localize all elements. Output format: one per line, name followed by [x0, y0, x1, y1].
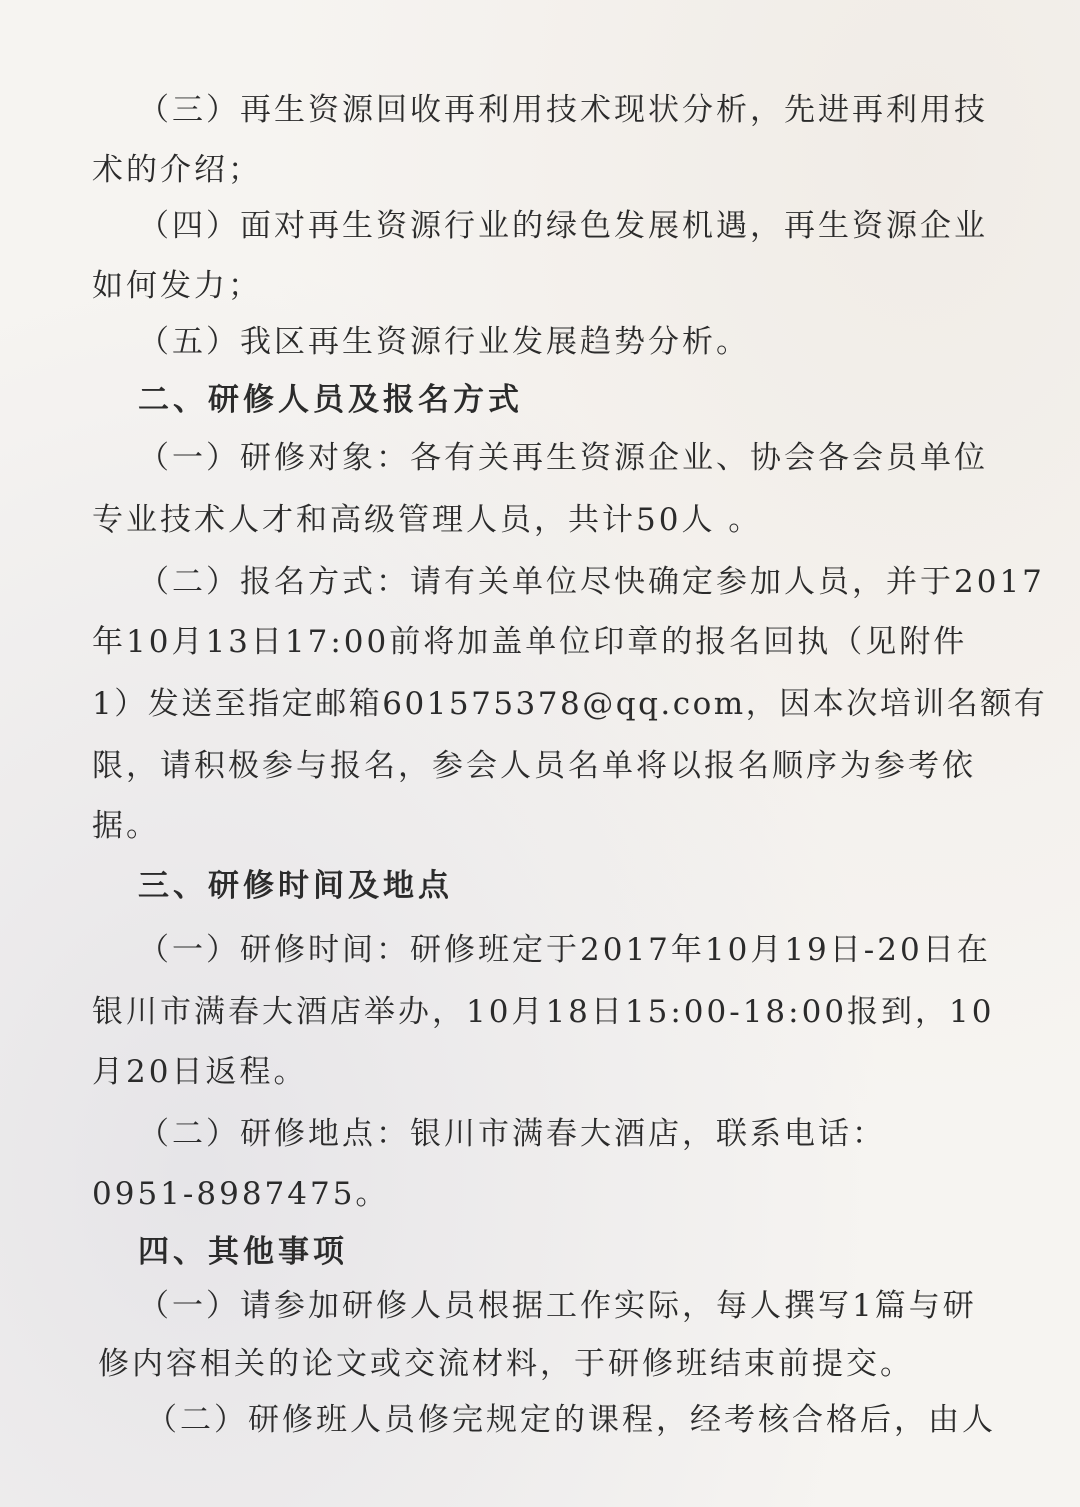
text-line-9: （二）报名方式：请有关单位尽快确定参加人员，并于2017 — [138, 564, 1045, 600]
text-line-1: （三）再生资源回收再利用技术现状分析，先进再利用技 — [138, 92, 988, 128]
text-line-23: （二）研修班人员修完规定的课程，经考核合格后，由人 — [146, 1402, 996, 1438]
text-line-12: 限，请积极参与报名，参会人员名单将以报名顺序为参考依 — [92, 748, 976, 784]
text-line-13: 据。 — [92, 808, 160, 844]
text-line-3: （四）面对再生资源行业的绿色发展机遇，再生资源企业 — [138, 208, 988, 244]
text-line-16: 银川市满春大酒店举办，10月18日15:00-18:00报到，10 — [92, 994, 995, 1030]
section-heading-2: 二、研修人员及报名方式 — [138, 382, 523, 418]
text-line-7: （一）研修对象：各有关再生资源企业、协会各会员单位 — [138, 440, 988, 476]
text-line-15: （一）研修时间：研修班定于2017年10月19日-20日在 — [138, 932, 991, 968]
text-line-4: 如何发力； — [92, 268, 262, 304]
text-line-11: 1）发送至指定邮箱601575378@qq.com，因本次培训名额有 — [92, 686, 1048, 722]
text-line-8: 专业技术人才和高级管理人员，共计50人 。 — [92, 502, 763, 538]
text-line-22: 修内容相关的论文或交流材料，于研修班结束前提交。 — [98, 1346, 914, 1382]
text-line-2: 术的介绍； — [92, 152, 262, 188]
section-heading-3: 三、研修时间及地点 — [138, 868, 453, 904]
text-line-21: （一）请参加研修人员根据工作实际，每人撰写1篇与研 — [138, 1288, 977, 1324]
section-heading-4: 四、其他事项 — [138, 1234, 348, 1270]
text-line-5: （五）我区再生资源行业发展趋势分析。 — [138, 324, 750, 360]
text-line-10: 年10月13日17:00前将加盖单位印章的报名回执（见附件 — [92, 624, 968, 660]
text-line-19: 0951-8987475。 — [92, 1176, 390, 1212]
text-line-17: 月20日返程。 — [92, 1054, 308, 1090]
text-line-18: （二）研修地点：银川市满春大酒店，联系电话： — [138, 1116, 886, 1152]
